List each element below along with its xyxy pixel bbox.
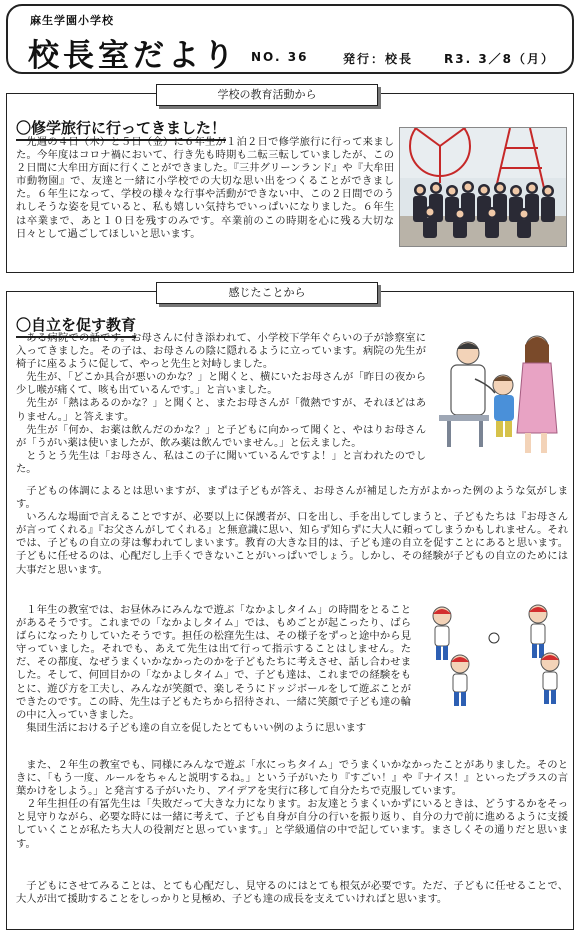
article-heading-independence: 〇自立を促す教育: [16, 314, 136, 338]
paragraph-block-closing: [16, 880, 568, 922]
paragraph-block-grade1: [16, 604, 411, 757]
paragraph: 先週の４日（木）と５日（金）に６年生が１泊２日で修学旅行に行って来ました。今年度はコロナ禍において、行き先も時期も二転三転していましたが、この２日間に大牟田方面に行くことができました。『三井グリーンランド』や『大牟田市動物園』で、友達と一緒に小学校での大切な思い出をつくることができました。６年生になって、学校の様々な行事や活動ができない中、この２日間でのうれしそうな姿を見ていると、私も嬉しい気持ちでいっぱいになりました。６年生は卒業まで、あと１０日を残すのみです。卒業前のこの時期を心に残る大切な日々として過ごしてほしいと思います。: [16, 136, 394, 240]
paragraph: １年生の教室では、お昼休みにみんなで遊ぶ「なかよしタイム」の時間をとることがあるそうです。これまでの「なかよしタイム」では、もめごとが起こったり、ばらばらになったりしていたそうです。担任の松窪先生は、その様子をずっと途中から見守っていました。それでも、あえて先生は出て行って指示することはしません。ただ、その都度、なぜうまくいかなかったのかを子どもたちに考えさせ、話し合わせました。そして、何回目かの「なかよしタイム」で、子ども達は、これまでの経験をもとに、遊び方を工夫し、みんなが笑顔で、楽しそうにドッジボールをして遊ぶことができたのです。この時、先生は子どもたちから招待され、一緒に笑顔で子ども達の輪の中に入っていきました。: [16, 604, 411, 721]
paragraph: 先生が「何か、お薬は飲んだのかな？」と子どもに向かって聞くと、やはりお母さんが「うがい薬は使いましたが、飲み薬は飲んでいません。」と伝えました。: [16, 423, 426, 449]
paragraph: 先生が、「どこか具合が悪いのかな？」と聞くと、横にいたお母さんが「昨日の夜から少し喉が痛くて、咳も出ているんです。」と言いました。: [16, 371, 426, 397]
paragraph-block-grade2: [16, 759, 568, 877]
issue-date: R3. 3／8（月）: [444, 52, 556, 66]
paragraph: 先生が「熱はあるのかな？」と聞くと、またお母さんが「微熱ですが、それほどはありません。」と答えます。: [16, 397, 426, 423]
paragraph: 子どもの体調によるとは思いますが、まずは子どもが答え、お母さんが補足した方がよかった例のような気がします。: [16, 485, 568, 511]
school-name: 麻生学園小学校: [30, 14, 114, 27]
issue-number: NO. 36: [251, 50, 309, 64]
paragraph: ２年生担任の有冨先生は「失敗だって大きな力になります。お友達とうまくいかずにいるときは、どうするかをそっと見守りながら、必要な時には一緒に考えて、子ども自身が自分の行いを振り返り、自分の力で前に進めるように支援していくことが私たち大人の役割だと思っています。」と学級通信の中で記しています。まさしくその通りだと思います。: [16, 798, 568, 850]
paragraph: また、２年生の教室でも、同様にみんなで遊ぶ「水にっちタイム」でうまくいかなかったことがありました。そのときに、「もう一度、ルールをちゃんと説明するね。」という子がいたり『すごい！』や『ナイス！』といったプラスの言葉かけをしよう。」と発言する子がいたり、アイデアを実行に移して自分たちで克服しています。: [16, 759, 568, 798]
article-body-school-trip: [16, 136, 394, 272]
newsletter-header: [6, 4, 574, 74]
paragraph: 集団生活における子ども達の自立を促したとてもいい例のように思います: [26, 721, 367, 734]
section-tab-reflections: 感じたことから: [156, 282, 378, 304]
paragraph: とうとう先生は「お母さん、私はこの子に聞いているんですよ！」と言われたのでした。: [16, 449, 426, 474]
paragraph: いろんな場面で言えることですが、必要以上に保護者が、口を出し、手を出してしまうと、子どもたちは『お母さんが言ってくれる』『お父さんがしてくれる』と無意識に思い、知らず知らずに大人に頼ってしまうかもしれません。それでは、子どもの自立の芽は奪われてしまいます。教育の大きな目的は、子ども達の自立を促すことにあると思います。子どもに任せるのは、心配だし上手くできないことがいっぱいでしょう。しかし、その経験が子どもの自立のためには大事だと思います。: [16, 511, 568, 576]
doctor-mother-child-illustration: [437, 323, 565, 458]
article-heading-school-trip: 〇修学旅行に行ってきました！: [16, 117, 226, 141]
children-playing-ball-illustration: [420, 602, 568, 710]
paragraph-block-independence: [16, 485, 568, 591]
paragraph: 子どもにさせてみることは、とても心配だし、見守るのにはとても根気が必要です。ただ、子どもに任せることで、大人が出て援助することをしっかりと見極め、子ども達の成長を支えていければと思います。: [16, 880, 568, 906]
newsletter-title: 校長室だより: [28, 38, 238, 74]
paragraph-block-hospital: [16, 332, 426, 474]
school-trip-photo: [399, 127, 567, 247]
issuer-label: 発行：校長: [343, 52, 414, 66]
paragraph: ある病院での話です。お母さんに付き添われて、小学校下学年ぐらいの子が診察室に入ってきました。その子は、お母さんの陰に隠れるように立っています。病院の先生が椅子に座るように促して、やっと先生と対峙しました。: [16, 332, 426, 371]
section-tab-school-activities: 学校の教育活動から: [156, 84, 378, 106]
